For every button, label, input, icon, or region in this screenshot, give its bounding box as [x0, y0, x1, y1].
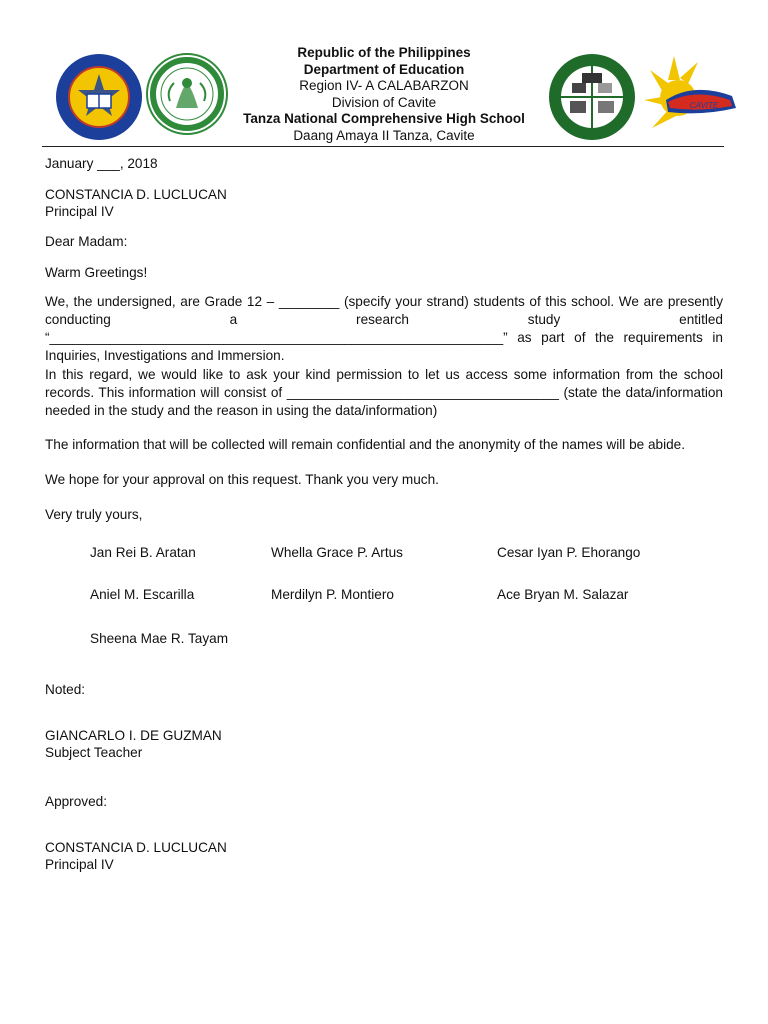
approved-title: Principal IV — [45, 857, 114, 872]
header-division: Division of Cavite — [331, 94, 437, 110]
noted-label: Noted: — [45, 682, 86, 697]
recipient-name: CONSTANCIA D. LUCLUCAN — [45, 187, 227, 202]
header-divider — [42, 146, 724, 147]
signatory: Sheena Mae R. Tayam — [90, 631, 229, 646]
paragraph-request: In this regard, we would like to ask your kind permission to let us access some information from the school records. This information will consist of ____________________________________ (state the data/information needed in the study and the reason in using the data/information) — [45, 367, 723, 418]
noted-title: Subject Teacher — [45, 745, 143, 760]
paragraph-closing: We hope for your approval on this request. Thank you very much. — [45, 472, 439, 487]
approved-label: Approved: — [45, 794, 107, 809]
header-school-name: Tanza National Comprehensive High School — [243, 111, 525, 126]
letterhead-text — [0, 45, 768, 144]
letterhead — [0, 0, 768, 150]
recipient-title: Principal IV — [45, 204, 114, 219]
salutation: Dear Madam: — [45, 234, 128, 249]
paragraph-intro: We, the undersigned, are Grade 12 – ________ (specify your strand) students of this school. We are presently conducting a research study entitled “____________________________________________________________” as part of the requirements in Inquiries, Investigations and Immersion. — [45, 294, 723, 363]
complimentary-close: Very truly yours, — [45, 507, 143, 522]
header-address: Daang Amaya II Tanza, Cavite — [293, 127, 475, 143]
header-region: Region IV- A CALABARZON — [299, 78, 469, 93]
approved-name: CONSTANCIA D. LUCLUCAN — [45, 840, 227, 855]
header-republic: Republic of the Philippines — [297, 45, 471, 60]
signatory: Ace Bryan M. Salazar — [497, 587, 629, 602]
greeting: Warm Greetings! — [45, 265, 148, 280]
letter-date: January ___, 2018 — [45, 156, 158, 171]
noted-name: GIANCARLO I. DE GUZMAN — [45, 728, 222, 743]
signatory: Jan Rei B. Aratan — [90, 545, 196, 560]
svg-text:CAVITE: CAVITE — [689, 101, 719, 110]
header-department: Department of Education — [303, 61, 465, 77]
signatory: Cesar Iyan P. Ehorango — [497, 545, 641, 560]
signatory: Merdilyn P. Montiero — [271, 587, 394, 602]
signatory: Whella Grace P. Artus — [271, 545, 403, 560]
paragraph-confidentiality: The information that will be collected will remain confidential and the anonymity of the names will be abide. — [45, 437, 686, 452]
signatory: Aniel M. Escarilla — [90, 587, 195, 602]
